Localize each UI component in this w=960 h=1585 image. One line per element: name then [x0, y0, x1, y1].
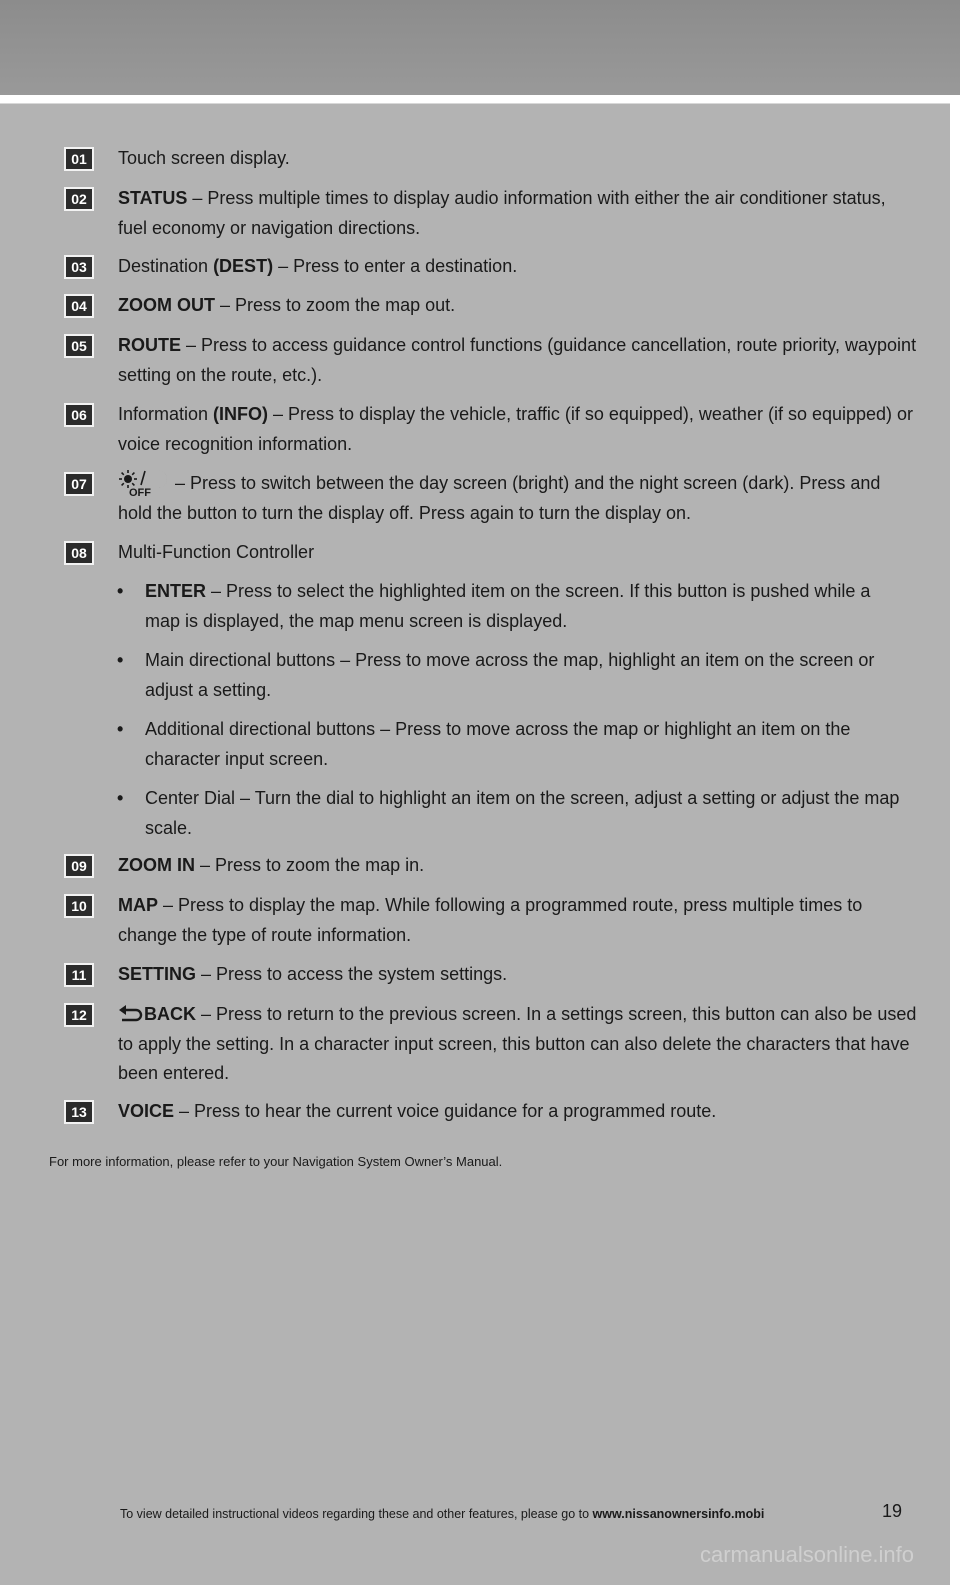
item-setting [118, 960, 918, 990]
off-label: OFF [129, 487, 151, 500]
item-info [118, 400, 918, 459]
footer-description: To view detailed instructional videos regarding these and other features, please go to [120, 1507, 593, 1521]
item-text: – Press to zoom the map out. [215, 295, 456, 315]
item-text: – Press to access the system settings. [196, 964, 508, 984]
item-back [118, 1000, 918, 1089]
item-keyword: (DEST) [213, 256, 274, 276]
bullet-enter [117, 577, 905, 636]
item-text: Touch screen display. [118, 148, 290, 168]
item-number-badge: 09 [64, 854, 94, 878]
item-destination [118, 252, 918, 282]
item-keyword: ROUTE [118, 335, 181, 355]
bullet-text: Main directional buttons – Press to move across the map, highlight an item on the screen or adjust a setting. [145, 650, 875, 700]
item-zoom-in [118, 851, 918, 881]
item-text: – Press to zoom the map in. [195, 855, 425, 875]
item-touch-screen [118, 144, 918, 174]
item-keyword: STATUS [118, 188, 188, 208]
bullet-symbol: • [117, 581, 124, 601]
item-multi-function-controller [118, 538, 918, 568]
bullet-symbol: • [117, 719, 124, 739]
item-prefix: Destination [118, 256, 214, 276]
bullet-additional-directional [117, 715, 905, 774]
item-number-badge: 04 [64, 294, 94, 318]
item-voice [118, 1097, 918, 1127]
day-night-icon [118, 469, 170, 499]
item-number-badge: 01 [64, 147, 94, 171]
bullet-symbol: • [117, 650, 124, 670]
manual-reference-note: For more information, please refer to your Navigation System Owner’s Manual. [49, 1154, 503, 1169]
item-number-badge: 10 [64, 894, 94, 918]
bullet-text: Additional directional buttons – Press to move across the map or highlight an item on the character input screen. [145, 719, 851, 769]
item-keyword: (INFO) [213, 404, 269, 424]
item-text: – Press to enter a destination. [273, 256, 518, 276]
item-number-badge: 06 [64, 403, 94, 427]
item-text: – Press to hear the current voice guidance for a programmed route. [174, 1101, 717, 1121]
item-zoom-out [118, 291, 918, 321]
back-arrow-icon [118, 1004, 144, 1026]
item-keyword: BACK [144, 1004, 196, 1024]
header-band [0, 0, 960, 95]
item-number-badge: 08 [64, 541, 94, 565]
content-panel [0, 103, 950, 1585]
item-keyword: ZOOM IN [118, 855, 195, 875]
item-status [118, 184, 918, 243]
item-day-night [118, 469, 918, 529]
bullet-center-dial [117, 784, 905, 843]
bullet-symbol: • [117, 788, 124, 808]
item-text: – Press to access guidance control functions (guidance cancellation, route priority, waypoint setting on the route, etc.). [118, 335, 917, 385]
item-number-badge: 11 [64, 963, 94, 987]
bullet-main-directional [117, 646, 905, 705]
item-text: – Press to switch between the day screen (bright) and the night screen (dark). Press and hold the button to turn the display off. Press again to turn the display on. [118, 473, 881, 524]
watermark: carmanualsonline.info [700, 1542, 915, 1567]
item-map [118, 891, 918, 950]
bullet-keyword: ENTER [145, 581, 207, 601]
item-prefix: Information [118, 404, 214, 424]
item-text: – Press to return to the previous screen. In a settings screen, this button can also be used to apply the setting. In a character input screen, this button can also delete the characters that have been entered. [118, 1004, 917, 1083]
item-keyword: ZOOM OUT [118, 295, 215, 315]
item-keyword: VOICE [118, 1101, 175, 1121]
footer-url: www.nissanownersinfo.mobi [592, 1507, 765, 1521]
page-number: 19 [882, 1501, 903, 1521]
item-number-badge: 03 [64, 255, 94, 279]
footer-text [120, 1507, 764, 1521]
bullet-text: Center Dial – Turn the dial to highlight an item on the screen, adjust a setting or adjust the map scale. [145, 788, 900, 838]
item-text: – Press to display the map. While following a programmed route, press multiple times to change the type of route information. [118, 895, 863, 945]
item-text: – Press multiple times to display audio information with either the air conditioner status, fuel economy or navigation directions. [118, 188, 886, 238]
item-keyword: SETTING [118, 964, 197, 984]
item-number-badge: 07 [64, 472, 94, 496]
item-number-badge: 02 [64, 187, 94, 211]
item-number-badge: 12 [64, 1003, 94, 1027]
item-text: Multi-Function Controller [118, 542, 315, 562]
item-keyword: MAP [118, 895, 158, 915]
item-route [118, 331, 918, 390]
item-number-badge: 13 [64, 1100, 94, 1124]
item-text: – Press to display the vehicle, traffic (if so equipped), weather (if so equipped) or voice recognition information. [118, 404, 914, 454]
bullet-text: – Press to select the highlighted item on the screen. If this button is pushed while a map is displayed, the map menu screen is displayed. [145, 581, 871, 631]
item-number-badge: 05 [64, 334, 94, 358]
